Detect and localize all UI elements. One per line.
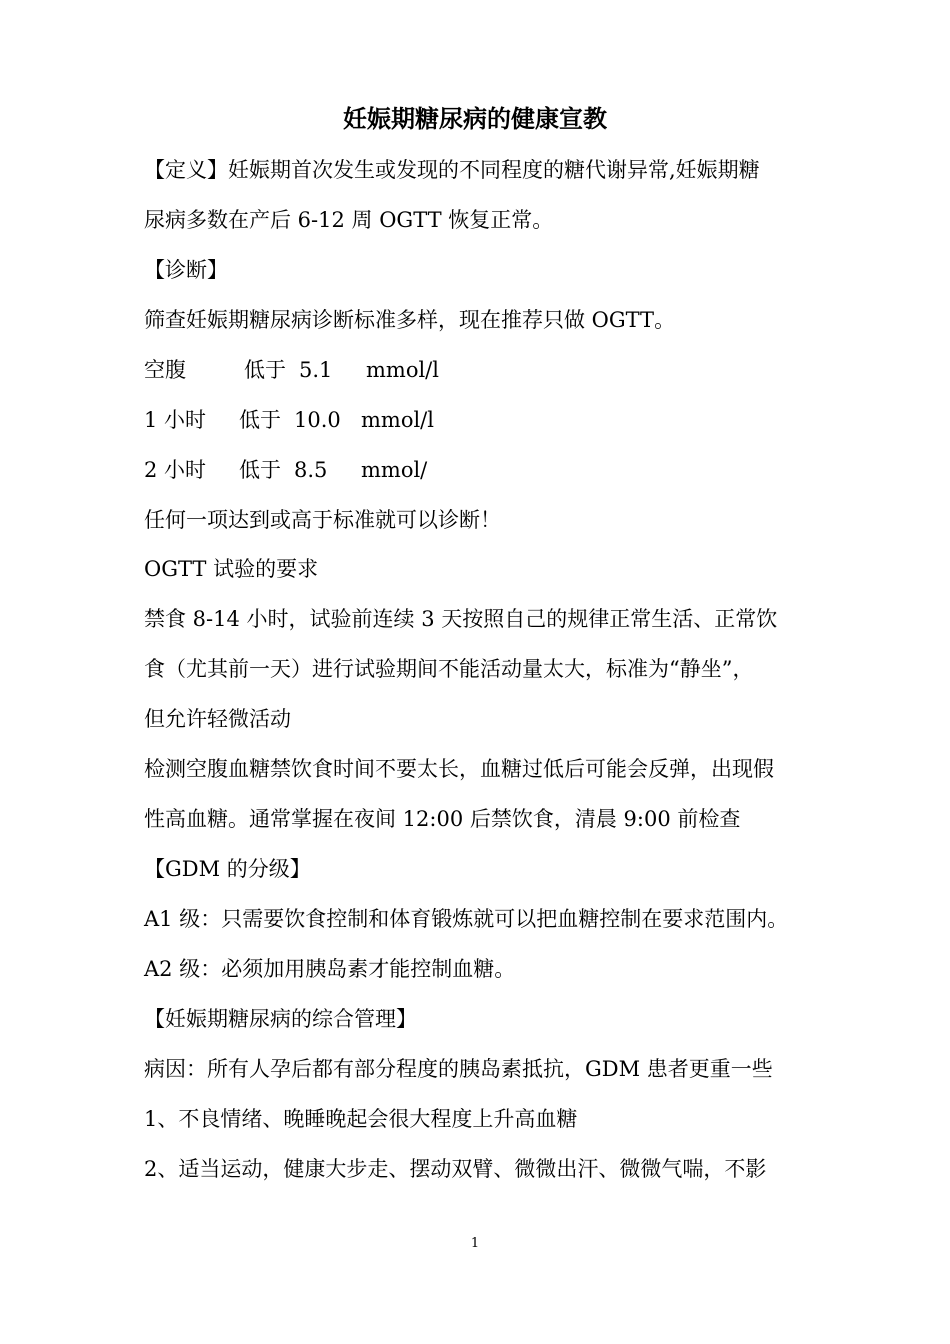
document-title: 妊娠期糖尿病的健康宣教 [343,104,607,133]
management-heading: 【妊娠期糖尿病的综合管理】 [144,1007,417,1031]
management-item-1: 1、不良情绪、晚睡晚起会很大程度上升高血糖 [144,1107,578,1131]
cause-text: 病因：所有人孕后都有部分程度的胰岛素抵抗，GDM 患者更重一些 [144,1057,773,1081]
page-number: 1 [470,1236,480,1251]
management-item-2: 2、适当运动，健康大步走、摆动双臂、微微出汗、微微气喘，不影 [144,1157,767,1181]
gdm-grading-heading: 【GDM 的分级】 [144,857,311,881]
fasting-note-2: 性高血糖。通常掌握在夜间 12:00 后禁饮食，清晨 9:00 前检查 [144,807,741,831]
diagnosis-heading: 【诊断】 [144,258,228,282]
criteria-time: 1 小时 [144,408,207,432]
ogtt-line-1: 禁食 8-14 小时，试验前连续 3 天按照自己的规律正常生活、正常饮 [144,607,778,631]
criteria-time: 空腹 [144,358,186,382]
criteria-row-fasting [144,353,464,387]
criteria-unit: mmol/ [361,458,428,482]
criteria-value: 8.5 [294,458,328,482]
fasting-note-1: 检测空腹血糖禁饮食时间不要太长，血糖过低后可能会反弹，出现假 [144,757,774,781]
screening-text: 筛查妊娠期糖尿病诊断标准多样，现在推荐只做 OGTT。 [144,308,676,332]
criteria-condition: 低于 [239,408,281,432]
criteria-unit: mmol/l [361,408,434,432]
ogtt-heading: OGTT 试验的要求 [144,557,319,581]
criteria-condition: 低于 [239,458,281,482]
definition-line-1: 【定义】妊娠期首次发生或发现的不同程度的糖代谢异常,妊娠期糖 [144,158,760,182]
criteria-value: 10.0 [294,408,341,432]
ogtt-line-2: 食（尤其前一天）进行试验期间不能活动量太大，标准为“静坐”， [144,657,754,681]
criteria-row-2h [144,453,464,487]
grade-a2: A2 级：必须加用胰岛素才能控制血糖。 [144,957,516,981]
criteria-unit: mmol/l [366,358,439,382]
criteria-value: 5.1 [299,358,333,382]
criteria-condition: 低于 [244,358,286,382]
criteria-row-1h [144,403,464,437]
ogtt-line-3: 但允许轻微活动 [144,707,291,731]
definition-line-2: 尿病多数在产后 6-12 周 OGTT 恢复正常。 [144,208,554,232]
criteria-time: 2 小时 [144,458,207,482]
grade-a1: A1 级：只需要饮食控制和体育锻炼就可以把血糖控制在要求范围内。 [144,907,789,931]
diagnosis-rule: 任何一项达到或高于标准就可以诊断！ [144,508,501,532]
